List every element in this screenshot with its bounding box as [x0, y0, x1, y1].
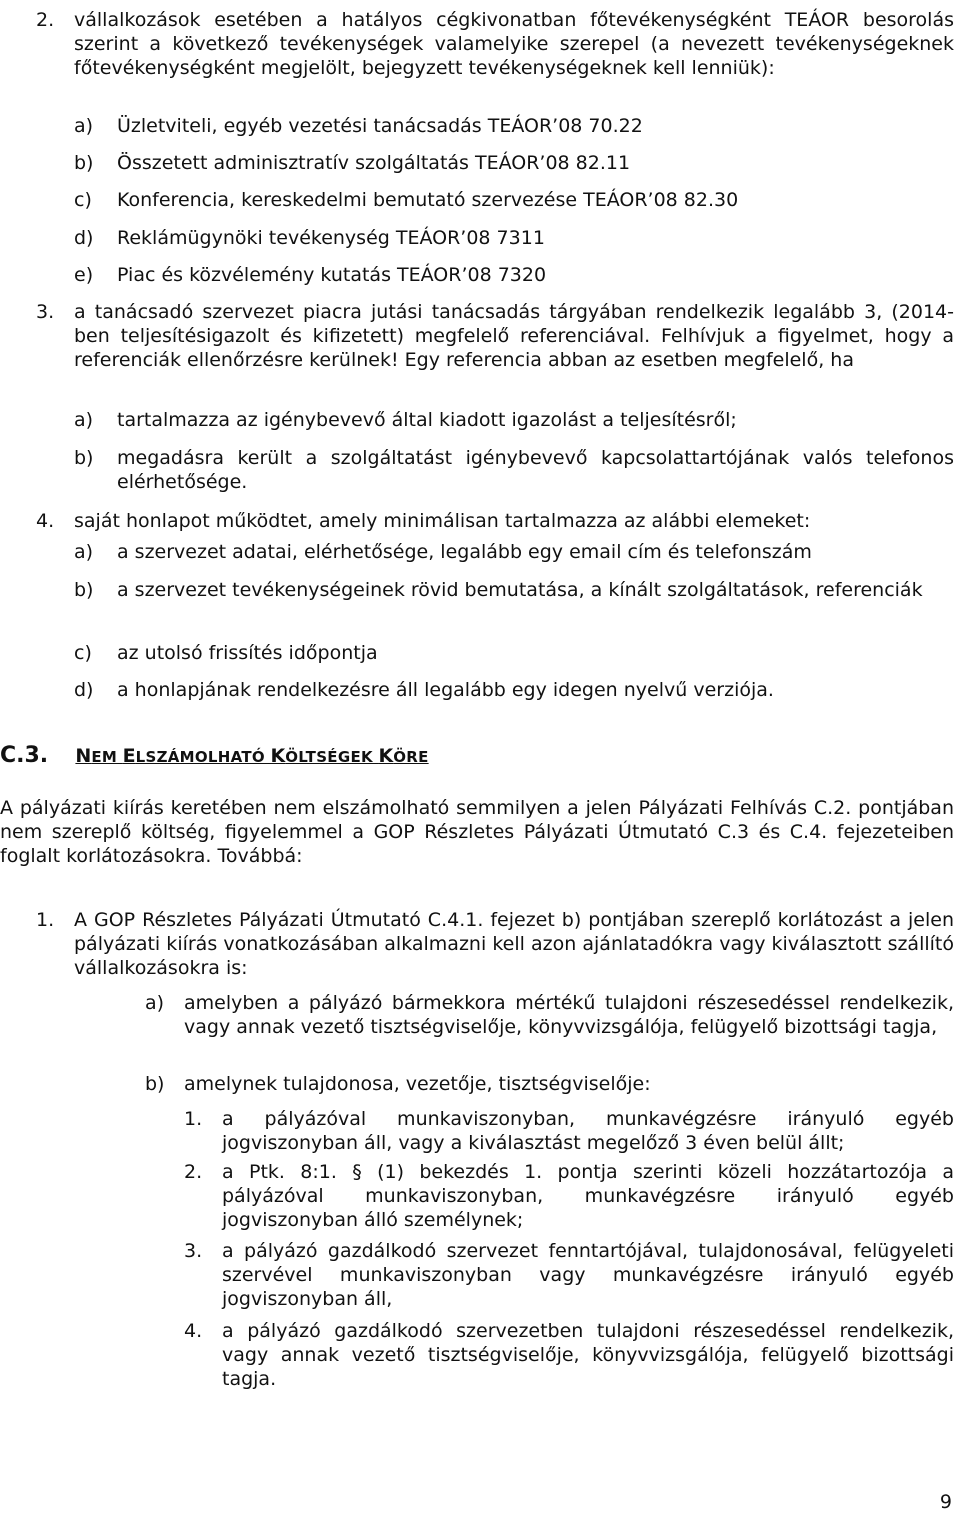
- list-1b-1-text: a pályázóval munkaviszonyban, munkavégzésre irányuló egyéb jogviszonyban áll, vagy a kiválasztást megelőző 3 éven belül állt;: [222, 1108, 954, 1154]
- list-1b-4-text: a pályázó gazdálkodó szervezetben tulajdoni részesedéssel rendelkezik, vagy annak vezető tisztségviselője, könyvvizsgálója, felügyelő bizottsági tagja.: [222, 1320, 954, 1390]
- item-2-text: vállalkozások esetében a hatályos cégkivonatban főtevékenységként TEÁOR besorolás szerint a következő tevékenységek valamelyike szerepel (a nevezett tevékenységeknek főtevékenységként megjelölt, bejegyzett tevékenységeknek kell lenniük):: [74, 9, 954, 79]
- item-3a-text: tartalmazza az igénybevevő által kiadott igazolást a teljesítésről;: [117, 409, 737, 431]
- list-1b-text: amelynek tulajdonosa, vezetője, tisztségviselője:: [184, 1073, 651, 1095]
- list-1a-label: a): [145, 992, 165, 1014]
- item-4b-text: a szervezet tevékenységeinek rövid bemutatása, a kínált szolgáltatások, referenciák: [117, 579, 923, 601]
- item-4c-text: az utolsó frissítés időpontja: [117, 642, 378, 664]
- page-number: 9: [939, 1491, 952, 1513]
- item-3a-label: a): [74, 409, 94, 431]
- item-2e-text: Piac és közvélemény kutatás TEÁOR’08 7320: [117, 264, 547, 286]
- item-4a-label: a): [74, 541, 94, 563]
- item-3-text: a tanácsadó szervezet piacra jutási tanácsadás tárgyában rendelkezik legalább 3, (2014-ben teljesítésigazolt és kifizetett) megfelelő referenciával. Felhívjuk a figyelmet, hogy a referenciák ellenőrzésre kerülnek! Egy referencia abban az esetben megfelelő, ha: [74, 301, 954, 371]
- list-1b-2-number: 2.: [184, 1161, 203, 1183]
- item-2b-text: Összetett adminisztratív szolgáltatás TEÁOR’08 82.11: [117, 152, 631, 174]
- section-number: C.3.: [0, 743, 49, 768]
- list-1-text: A GOP Részletes Pályázati Útmutató C.4.1. fejezet b) pontjában szereplő korlátozást a jelen pályázati kiírás vonatkozásában alkalmazni kell azon ajánlatadókra vagy kiválasztott szállító vállalkozásokra is:: [74, 909, 954, 979]
- item-2c-label: c): [74, 189, 92, 211]
- item-4d-label: d): [74, 679, 94, 701]
- item-2d-text: Reklámügynöki tevékenység TEÁOR’08 7311: [117, 227, 545, 249]
- intro-paragraph: A pályázati kiírás keretében nem elszámolható semmilyen a jelen Pályázati Felhívás C.2. pontjában nem szereplő költség, figyelemmel a GOP Részletes Pályázati Útmutató C.3 és C.4. fejezeteiben foglalt korlátozásokra. Továbbá:: [0, 797, 954, 867]
- list-1a-text: amelyben a pályázó bármekkora mértékű tulajdoni részesedéssel rendelkezik, vagy annak vezető tisztségviselője, könyvvizsgálója, felügyelő bizottsági tagja,: [184, 992, 954, 1038]
- section-heading: [0, 744, 429, 769]
- item-3b-label: b): [74, 447, 94, 469]
- item-2a-label: a): [74, 115, 94, 137]
- list-1b-1-number: 1.: [184, 1108, 203, 1130]
- list-1b-3-number: 3.: [184, 1240, 203, 1262]
- item-4b-label: b): [74, 579, 94, 601]
- item-3-number: 3.: [36, 301, 55, 323]
- item-2e-label: e): [74, 264, 94, 286]
- item-2-number: 2.: [36, 9, 55, 31]
- item-4-text: saját honlapot működtet, amely minimálisan tartalmazza az alábbi elemeket:: [74, 510, 811, 532]
- item-4-number: 4.: [36, 510, 55, 532]
- section-title: NEM ELSZÁMOLHATÓ KÖLTSÉGEK KÖRE: [75, 745, 429, 767]
- item-4a-text: a szervezet adatai, elérhetősége, legalább egy email cím és telefonszám: [117, 541, 812, 563]
- list-1b-label: b): [145, 1073, 165, 1095]
- item-4d-text: a honlapjának rendelkezésre áll legalább egy idegen nyelvű verziója.: [117, 679, 774, 701]
- item-2d-label: d): [74, 227, 94, 249]
- item-2b-label: b): [74, 152, 94, 174]
- item-3b-text: megadásra került a szolgáltatást igénybevevő kapcsolattartójának valós telefonos elérhetősége.: [117, 447, 954, 493]
- list-1b-2-text: a Ptk. 8:1. § (1) bekezdés 1. pontja szerinti közeli hozzátartozója a pályázóval munkaviszonyban, munkavégzésre irányuló egyéb jogviszonyban álló személynek;: [222, 1161, 954, 1231]
- item-2a-text: Üzletviteli, egyéb vezetési tanácsadás TEÁOR’08 70.22: [117, 115, 643, 137]
- item-4c-label: c): [74, 642, 92, 664]
- list-1b-4-number: 4.: [184, 1320, 203, 1342]
- list-1-number: 1.: [36, 909, 55, 931]
- item-2c-text: Konferencia, kereskedelmi bemutató szervezése TEÁOR’08 82.30: [117, 189, 739, 211]
- list-1b-3-text: a pályázó gazdálkodó szervezet fenntartójával, tulajdonosával, felügyeleti szervével munkaviszonyban vagy munkavégzésre irányuló egyéb jogviszonyban áll,: [222, 1240, 954, 1310]
